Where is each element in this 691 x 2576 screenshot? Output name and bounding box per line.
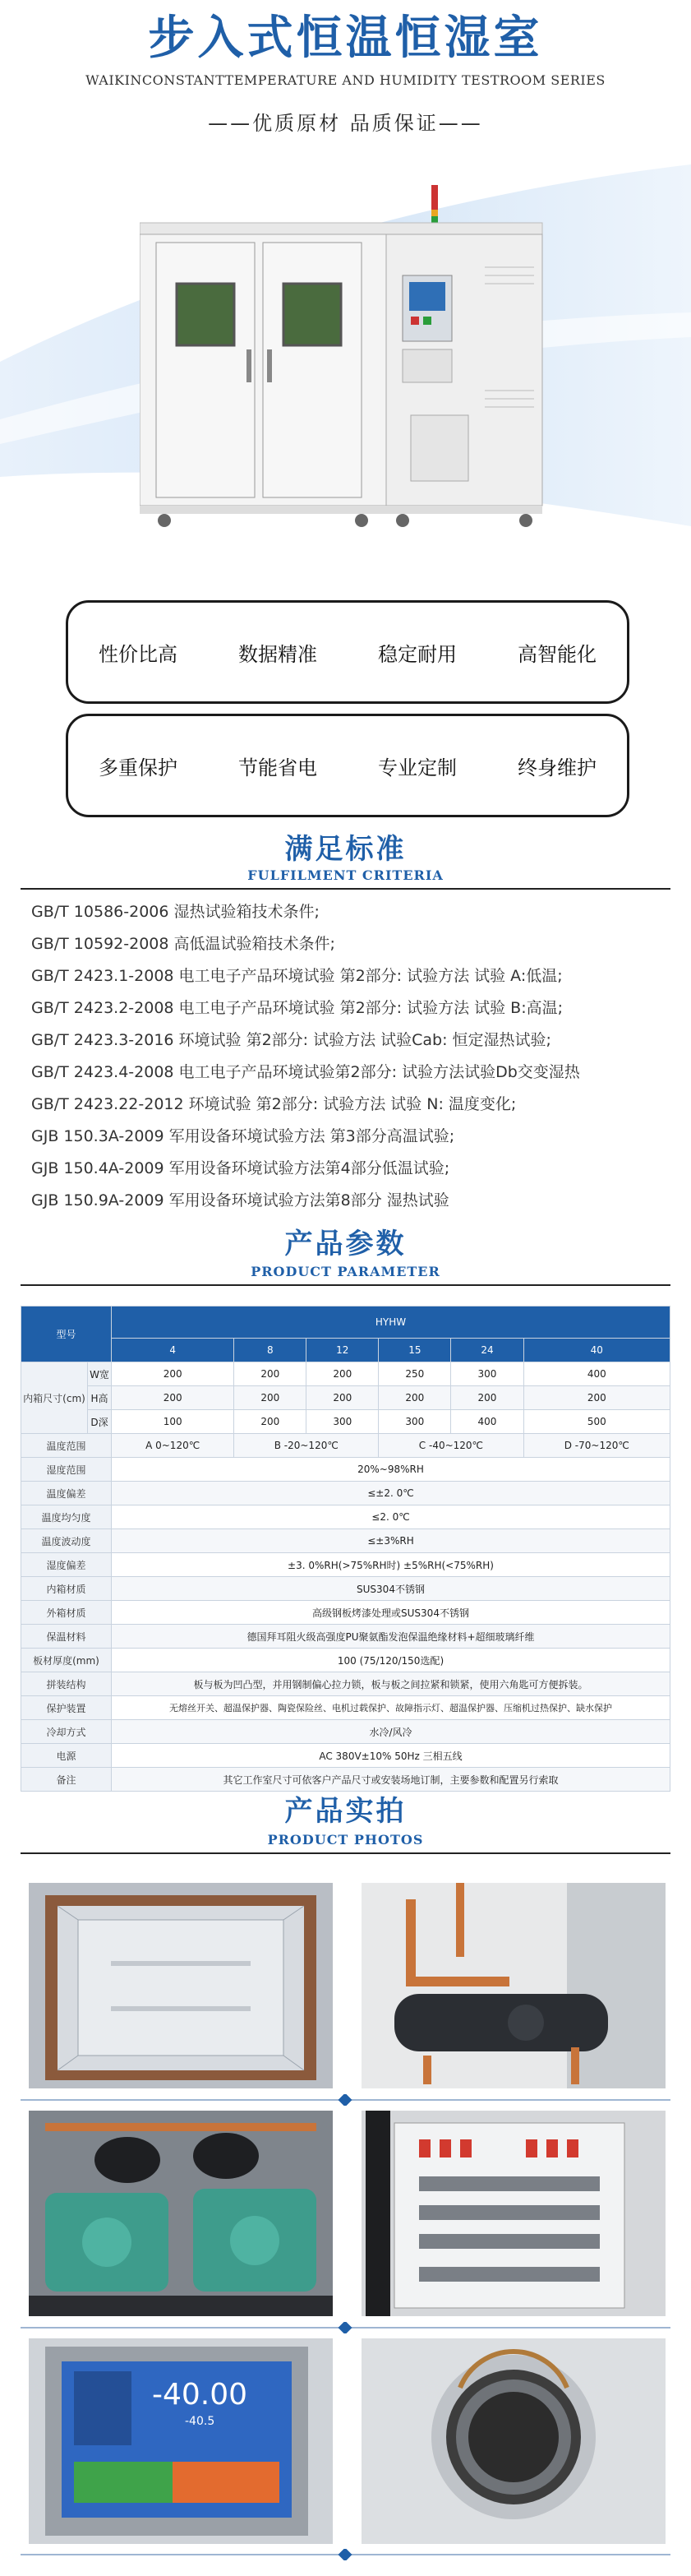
params-title-en: PRODUCT PARAMETER (251, 1264, 440, 1279)
dim-label: D深 (88, 1410, 112, 1434)
standard-item: GB/T 2423.2-2008 电工电子产品环境试验 第2部分: 试验方法 试验 B:高温; (31, 999, 564, 1017)
walk-in-chamber-image (140, 185, 550, 530)
model-size: 4 (112, 1339, 234, 1362)
table-cell: 200 (234, 1386, 306, 1410)
feature-custom: 专业定制 (378, 756, 457, 779)
photo-separator (21, 2549, 670, 2560)
standards-list (31, 896, 672, 1217)
table-cell: 200 (234, 1362, 306, 1386)
temp-range-label: 温度范围 (21, 1434, 112, 1458)
table-cell: 水冷/风冷 (112, 1720, 670, 1744)
table-cell: 20%~98%RH (112, 1458, 670, 1482)
table-cell: B -20~120℃ (234, 1434, 379, 1458)
display-temp-value: -40.00 (152, 2378, 248, 2412)
standard-item: GJB 150.4A-2009 军用设备环境试验方法第4部分低温试验; (31, 1159, 450, 1177)
row-label: 湿度范围 (21, 1458, 112, 1482)
feature-lifetime-maintenance: 终身维护 (518, 756, 597, 779)
model-size: 12 (306, 1339, 379, 1362)
row-label: 温度波动度 (21, 1529, 112, 1553)
photos-title-en: PRODUCT PHOTOS (267, 1832, 424, 1848)
size-label: 内箱尺寸(cm) (21, 1362, 88, 1434)
params-title: 产品参数 (284, 1228, 407, 1260)
row-label: 温度偏差 (21, 1482, 112, 1505)
table-cell: ≤2. 0℃ (112, 1505, 670, 1529)
feature-multi-protection: 多重保护 (99, 756, 177, 779)
model-label: 型号 (21, 1306, 112, 1362)
hero-section (0, 0, 691, 576)
dim-label: H高 (88, 1386, 112, 1410)
feature-box-row1 (66, 600, 629, 704)
table-cell: 400 (523, 1362, 670, 1386)
row-label: 电源 (21, 1744, 112, 1768)
table-cell: A 0~120℃ (112, 1434, 234, 1458)
row-label: 拼装结构 (21, 1672, 112, 1696)
row-label: 备注 (21, 1768, 112, 1792)
table-cell: 400 (451, 1410, 523, 1434)
row-label: 保护装置 (21, 1696, 112, 1720)
row-label: 内箱材质 (21, 1577, 112, 1601)
table-cell: 100 (75/120/150选配) (112, 1649, 670, 1672)
table-cell: 300 (306, 1410, 379, 1434)
photo-refrigeration-pipes (362, 1883, 666, 2088)
feature-durable: 稳定耐用 (378, 642, 457, 666)
hero-tagline: ——优质原材 品质保证—— (208, 112, 483, 135)
feature-cost-effective: 性价比高 (99, 642, 177, 666)
feature-box-row2 (66, 714, 629, 817)
display-temp-sub: -40.5 (185, 2415, 215, 2428)
table-cell: 200 (523, 1386, 670, 1410)
photo-separator (21, 2322, 670, 2333)
standard-item: GB/T 2423.1-2008 电工电子产品环境试验 第2部分: 试验方法 试验 A:低温; (31, 967, 563, 985)
standards-title: 满足标准 (284, 833, 407, 866)
photo-chamber-interior (29, 1883, 333, 2088)
table-cell: ±3. 0%RH(>75%RH时) ±5%RH(<75%RH) (112, 1553, 670, 1577)
table-cell: 200 (451, 1386, 523, 1410)
model-name: HYHW (112, 1306, 670, 1339)
table-cell: 500 (523, 1410, 670, 1434)
photo-test-port (362, 2338, 666, 2544)
photo-compressors (29, 2111, 333, 2316)
photos-title: 产品实拍 (284, 1795, 407, 1828)
params-divider (21, 1284, 670, 1286)
model-size: 8 (234, 1339, 306, 1362)
hero-title: 步入式恒温恒湿室 (148, 12, 543, 65)
table-cell: 无熔丝开关、超温保护器、陶瓷保险丝、电机过载保护、故障指示灯、超温保护器、压缩机过热保护、缺水保护 (112, 1696, 670, 1720)
standard-item: GB/T 10586-2006 湿热试验箱技术条件; (31, 903, 320, 921)
standard-item: GJB 150.3A-2009 军用设备环境试验方法 第3部分高温试验; (31, 1127, 455, 1145)
table-cell: 板与板为凹凸型，并用钢制偏心拉力锁，板与板之间拉紧和锁紧，使用六角匙可方便拆装。 (112, 1672, 670, 1696)
table-cell: 200 (112, 1362, 234, 1386)
row-label: 冷却方式 (21, 1720, 112, 1744)
row-label: 温度均匀度 (21, 1505, 112, 1529)
standard-item: GB/T 2423.3-2016 环境试验 第2部分: 试验方法 试验Cab: 恒定湿热试验; (31, 1031, 551, 1049)
table-cell: D -70~120℃ (523, 1434, 670, 1458)
hero-subtitle: WAIKINCONSTANTTEMPERATURE AND HUMIDITY TESTROOM SERIES (85, 72, 606, 88)
table-cell: 300 (451, 1362, 523, 1386)
standards-title-en: FULFILMENT CRITERIA (247, 867, 444, 883)
photos-divider (21, 1852, 670, 1854)
standard-item: GB/T 10592-2008 高低温试验箱技术条件; (31, 935, 335, 953)
table-cell: 200 (112, 1386, 234, 1410)
photo-electrical-cabinet (362, 2111, 666, 2316)
table-cell: 250 (379, 1362, 451, 1386)
table-cell: AC 380V±10% 50Hz 三相五线 (112, 1744, 670, 1768)
table-cell: 300 (379, 1410, 451, 1434)
standards-divider (21, 888, 670, 890)
standard-item: GJB 150.9A-2009 军用设备环境试验方法第8部分 湿热试验 (31, 1191, 449, 1209)
table-cell: 高级钢板烤漆处理或SUS304不锈钢 (112, 1601, 670, 1625)
table-cell: 200 (234, 1410, 306, 1434)
table-cell: ≤±3%RH (112, 1529, 670, 1553)
standard-item: GB/T 2423.22-2012 环境试验 第2部分: 试验方法 试验 N: 温度变化; (31, 1095, 517, 1113)
row-label: 湿度偏差 (21, 1553, 112, 1577)
photo-separator (21, 2094, 670, 2106)
model-size: 24 (451, 1339, 523, 1362)
table-cell: SUS304不锈钢 (112, 1577, 670, 1601)
table-cell: 200 (306, 1362, 379, 1386)
row-label: 板材厚度(mm) (21, 1649, 112, 1672)
row-label: 保温材料 (21, 1625, 112, 1649)
table-cell: C -40~120℃ (379, 1434, 523, 1458)
row-label: 外箱材质 (21, 1601, 112, 1625)
model-size: 15 (379, 1339, 451, 1362)
photo-controller-display (29, 2338, 333, 2544)
model-size: 40 (523, 1339, 670, 1362)
feature-energy-saving: 节能省电 (238, 756, 317, 779)
dim-label: W宽 (88, 1362, 112, 1386)
table-cell: 其它工作室尺寸可依客户产品尺寸或安装场地订制，主要参数和配置另行索取 (112, 1768, 670, 1792)
table-cell: 德国拜耳阻火级高强度PU聚氨酯发泡保温绝缘材料+超细玻璃纤维 (112, 1625, 670, 1649)
table-cell: 200 (379, 1386, 451, 1410)
standard-item: GB/T 2423.4-2008 电工电子产品环境试验第2部分: 试验方法试验Db交变湿热 (31, 1063, 580, 1081)
feature-accurate-data: 数据精准 (238, 642, 317, 666)
table-cell: ≤±2. 0℃ (112, 1482, 670, 1505)
table-cell: 100 (112, 1410, 234, 1434)
table-cell: 200 (306, 1386, 379, 1410)
parameter-table (21, 1306, 670, 1792)
feature-intelligent: 高智能化 (518, 642, 597, 666)
